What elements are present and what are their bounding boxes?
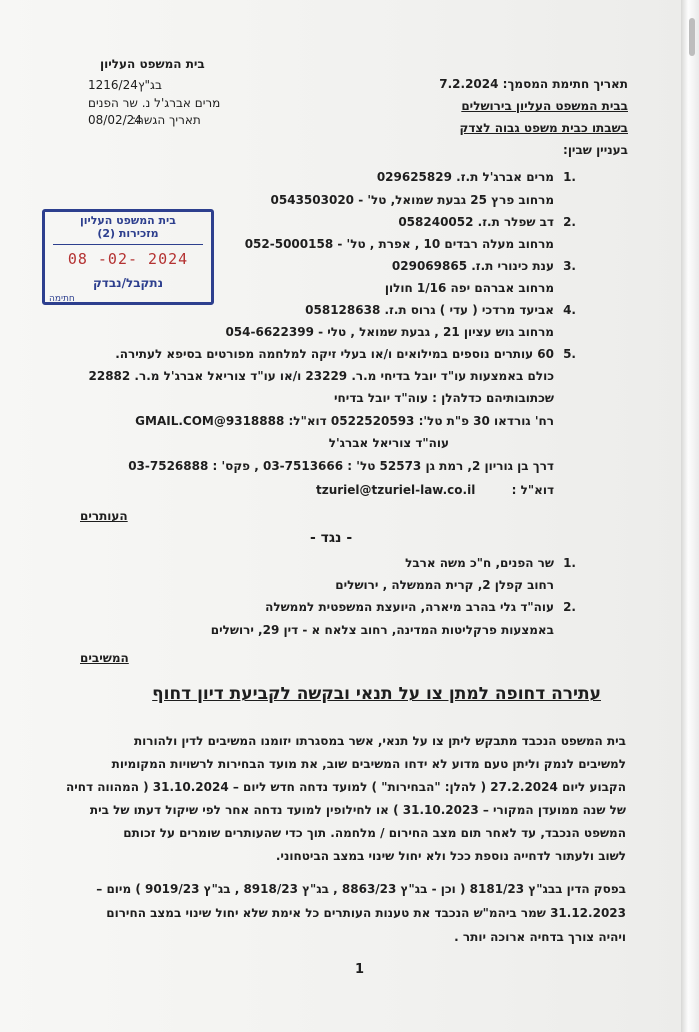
petitioner-5-line5: עוה"ד צוריאל אברג'ל: [328, 436, 449, 450]
court-line-2: בשבתו כבית משפט גבוה לצדק: [459, 121, 628, 135]
respondent-1-num: 1.: [563, 556, 576, 570]
stamp-date: 08 -02- 2024: [67, 250, 189, 268]
body2-line1: בפסק הדין בבג"ץ 8181/23 ( וכן - בג"ץ 8863/23 , בג"ץ 8918/23 , בג"ץ 9019/23 ) מיום –: [96, 882, 626, 896]
petitioner-5-num: 5.: [563, 347, 576, 361]
filing-date: 08/02/24: [88, 113, 142, 127]
respondent-1-address: רחוב קפלן 2, קרית הממשלה , ירושלים: [335, 578, 554, 592]
scroll-mark: [689, 18, 695, 56]
respondent-2-num: 2.: [563, 600, 576, 614]
petitioner-5-line3: שכתובותיהם כדלהלן : עוה"ד יובל בדיחי: [334, 391, 554, 405]
case-parties: מרים אברג'ל נ. שר הפנים: [88, 96, 221, 110]
body1-line3: הקבוע ליום 27.2.2024 ( להלן: "הבחירות" ) למועד נדחה חדש ליום – 31.10.2024 ( המהווה דחיה: [66, 780, 626, 794]
matter-label: בעניין שבין:: [563, 143, 628, 157]
petitioner-3-name: ענת כינורי ת.ז. 029069865: [391, 259, 554, 273]
case-number: 1216/24: [88, 78, 138, 92]
respondent-2-address: באמצעות פרקליטות המדינה, רחוב צלאח א - דין 29, ירושלים: [210, 623, 554, 637]
respondents-label: המשיבים: [80, 651, 129, 665]
petitioner-1-name: מרים אברג'ל ת.ז. 029625829: [376, 170, 554, 184]
body1-line5: המשפט הנכבד, עד לאחר תום מצב החירום / מלחמה. תוך כדי שהעותרים שומרים על זכותם: [123, 826, 626, 840]
filing-date-label: תאריך הגשה:: [132, 113, 201, 127]
case-label: בג"ץ: [138, 78, 162, 92]
email-label: דוא"ל :: [511, 483, 554, 497]
court-line-1: בבית המשפט העליון בירושלים: [461, 99, 628, 113]
stamp-divider: [53, 244, 203, 245]
body2-line3: ויהיה צורך בדחיה ארוכה יותר .: [454, 930, 626, 944]
stamp-court: בית המשפט העליון: [79, 214, 176, 227]
body2-line2: 31.12.2023 שמר ביהמ"ש הנכבד את טענות העותרים כל אימת שלא יחול שינוי במצב החירום: [106, 906, 626, 920]
court-stamp: [42, 209, 214, 305]
body1-line2: למשיבים לנמק וליתן טעם מדוע לא ידחו המשיבים שוב, את מועד הבחירות לרשויות המקומיות: [111, 757, 626, 771]
body1-line6: לשוב ולעתור לדחייה נוספת ככל ולא יחול שינוי במצב הביטחוני.: [275, 849, 626, 863]
petitioner-2-name: דב שפלר ת.ז. 058240052: [398, 215, 554, 229]
respondent-2-name: עוה"ד גלי בהרב מיארה, היועצת המשפטית לממשלה: [265, 600, 554, 614]
signature-date: תאריך חתימת המסמך: 7.2.2024: [439, 77, 628, 91]
petitioner-1-num: 1.: [563, 170, 576, 184]
email-address: tzuriel@tzuriel-law.co.il: [316, 483, 476, 497]
court-name: בית המשפט העליון: [100, 57, 205, 71]
petitioner-1-address: מרחוב פרץ 25 גבעת שמואל, טל' - 0543503020: [270, 193, 554, 207]
petitioners-label: העותרים: [80, 509, 128, 523]
page-number: 1: [355, 962, 365, 977]
document-title: עתירה דחופה למתן צו על תנאי ובקשה לקביעת דיון דחוף: [152, 684, 601, 704]
petitioner-4-name: אביעד מרדכי ( עדי ) גרוס ת.ז. 058128638: [305, 303, 554, 317]
petitioner-3-num: 3.: [563, 259, 576, 273]
petitioner-2-num: 2.: [563, 215, 576, 229]
page-edge: [681, 0, 699, 1032]
versus-label: - נגד -: [310, 530, 353, 546]
petitioner-2-address: מרחוב מעלה רבדים 10 , אפרת , טל' - 052-5000158: [244, 237, 554, 251]
petitioner-5-line1: 60 עותרים נוספים במילואים ו/או בעלי זיקה למלחמה מפורטים בסיפא לעתירה.: [115, 347, 554, 361]
stamp-signature-label: חתימה: [49, 294, 75, 304]
stamp-received: נתקבל/נבדק: [92, 276, 164, 290]
respondent-1-name: שר הפנים, ח"כ משה ארבל: [405, 556, 554, 570]
body1-line1: בית המשפט הנכבד מתבקש ליתן צו על תנאי, אשר במסגרתו יזומנו המשיבים לדין ולהורות: [133, 734, 626, 748]
petitioner-5-line4: רח' גורדאו 30 פ"ת טל': 0522520593 דוא"ל: 9318888@GMAIL.COM: [135, 414, 554, 428]
body1-line4: של שנה ממועדן המקורי – 31.10.2023 ) או לחילופין למועד נדחה אחר לפי שיקול דעתו של בית: [89, 803, 626, 817]
petitioner-3-address: מרחוב אברהם יפה 1/16 חולון: [384, 281, 554, 295]
petitioner-4-address: מרחוב גוש עציון 21 , גבעת שמואל , טלי - 054-6622399: [225, 325, 554, 339]
petitioner-5-line2: כולם באמצעות עו"ד יובל בדיחי מ.ר. 23229 ו/או עו"ד צוריאל אברג'ל מ.ר. 22882: [88, 369, 554, 383]
petitioner-4-num: 4.: [563, 303, 576, 317]
petitioner-5-line6: דרך בן גוריון 2, רמת גן 52573 טל' : 03-7513666 , פקס' : 03-7526888: [128, 459, 554, 473]
stamp-office: מזכירות (2): [97, 227, 159, 240]
